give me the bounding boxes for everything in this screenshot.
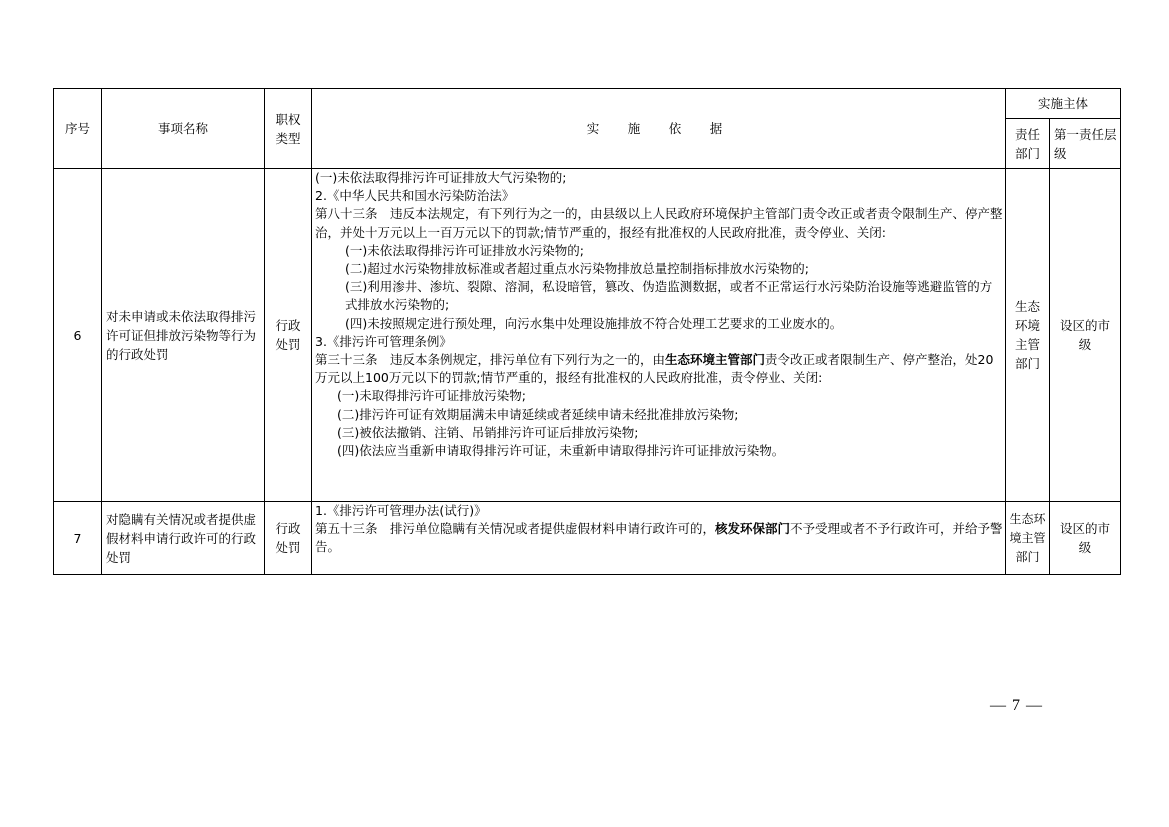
basis-line: (二)排污许可证有效期届满未申请延续或者延续申请未经批准排放污染物; [337, 406, 739, 422]
table-row-6 [54, 169, 1121, 502]
basis-line: 3.《排污许可管理条例》 [315, 333, 452, 349]
header-row-1 [54, 89, 1121, 119]
header-seq: 序号 [54, 89, 102, 169]
row-type: 行政处罚 [265, 169, 312, 502]
row-level: 设区的市级 [1050, 502, 1121, 575]
basis-line: (三)被依法撤销、注销、吊销排污许可证后排放污染物; [337, 424, 639, 440]
row-basis [312, 169, 1006, 502]
basis-bold-dept: 生态环境主管部门 [665, 352, 766, 368]
basis-line [315, 520, 1003, 556]
basis-line: (一)未取得排污许可证排放污染物; [337, 388, 526, 404]
header-subject: 实施主体 [1006, 89, 1121, 119]
basis-line: (一)未依法取得排污许可证排放水污染物的; [345, 242, 584, 258]
basis-line: (四)依法应当重新申请取得排污许可证，未重新申请取得排污许可证排放污染物。 [337, 443, 785, 459]
basis-text: 责令改正或者限制生产、停产整治，处20万元以上100万元以下的罚款;情节严重的，报经有批准权的人民政府批准，责令停业、关闭: [315, 352, 994, 386]
authority-table [53, 88, 1121, 575]
basis-line: (一)未依法取得排污许可证排放大气污染物的; [315, 170, 567, 185]
row-dept: 生态环境主管部门 [1006, 502, 1050, 575]
basis-text: 不予受理或者不予行政许可，并给予警告。 [315, 521, 1003, 555]
table-row-7 [54, 502, 1121, 575]
basis-line: (二)超过水污染物排放标准或者超过重点水污染物排放总量控制指标排放水污染物的; [345, 261, 809, 277]
header-level: 第一责任层级 [1050, 119, 1121, 169]
row-basis [312, 502, 1006, 575]
basis-line: 2.《中华人民共和国水污染防治法》 [315, 188, 515, 204]
header-type: 职权类型 [265, 89, 312, 169]
row-seq: 6 [54, 169, 102, 502]
basis-line: (三)利用渗井、渗坑、裂隙、溶洞，私设暗管，篡改、伪造监测数据，或者不正常运行水污染防治设施等逃避监管的方式排放水污染物的; [345, 279, 993, 313]
row-name: 对未申请或未依法取得排污许可证但排放污染物等行为的行政处罚 [102, 169, 265, 502]
basis-bold-dept: 核发环保部门 [715, 521, 791, 537]
page-number: — 7 — [990, 697, 1043, 714]
row-name: 对隐瞒有关情况或者提供虚假材料申请行政许可的行政处罚 [102, 502, 265, 575]
row-dept: 生态环境主管部门 [1006, 169, 1050, 502]
row-seq: 7 [54, 502, 102, 575]
basis-line: 1.《排污许可管理办法(试行)》 [315, 503, 487, 518]
row-type: 行政处罚 [265, 502, 312, 575]
header-basis: 实 施 依 据 [312, 89, 1006, 169]
basis-text: 第五十三条 排污单位隐瞒有关情况或者提供虚假材料申请行政许可的， [315, 521, 716, 537]
row-level: 设区的市级 [1050, 169, 1121, 502]
header-name: 事项名称 [102, 89, 265, 169]
basis-line: (四)未按照规定进行预处理，向污水集中处理设施排放不符合处理工艺要求的工业废水的。 [345, 315, 843, 331]
header-dept: 责任部门 [1006, 119, 1050, 169]
basis-line: 第八十三条 违反本法规定，有下列行为之一的，由县级以上人民政府环境保护主管部门责令改正或者责令限制生产、停产整治，并处十万元以上一百万元以下的罚款;情节严重的，报经有批准权的人民政府批准，责令停业、关闭: [315, 206, 1003, 240]
basis-line [315, 351, 1003, 387]
basis-text: 第三十三条 违反本条例规定，排污单位有下列行为之一的，由 [315, 352, 666, 368]
